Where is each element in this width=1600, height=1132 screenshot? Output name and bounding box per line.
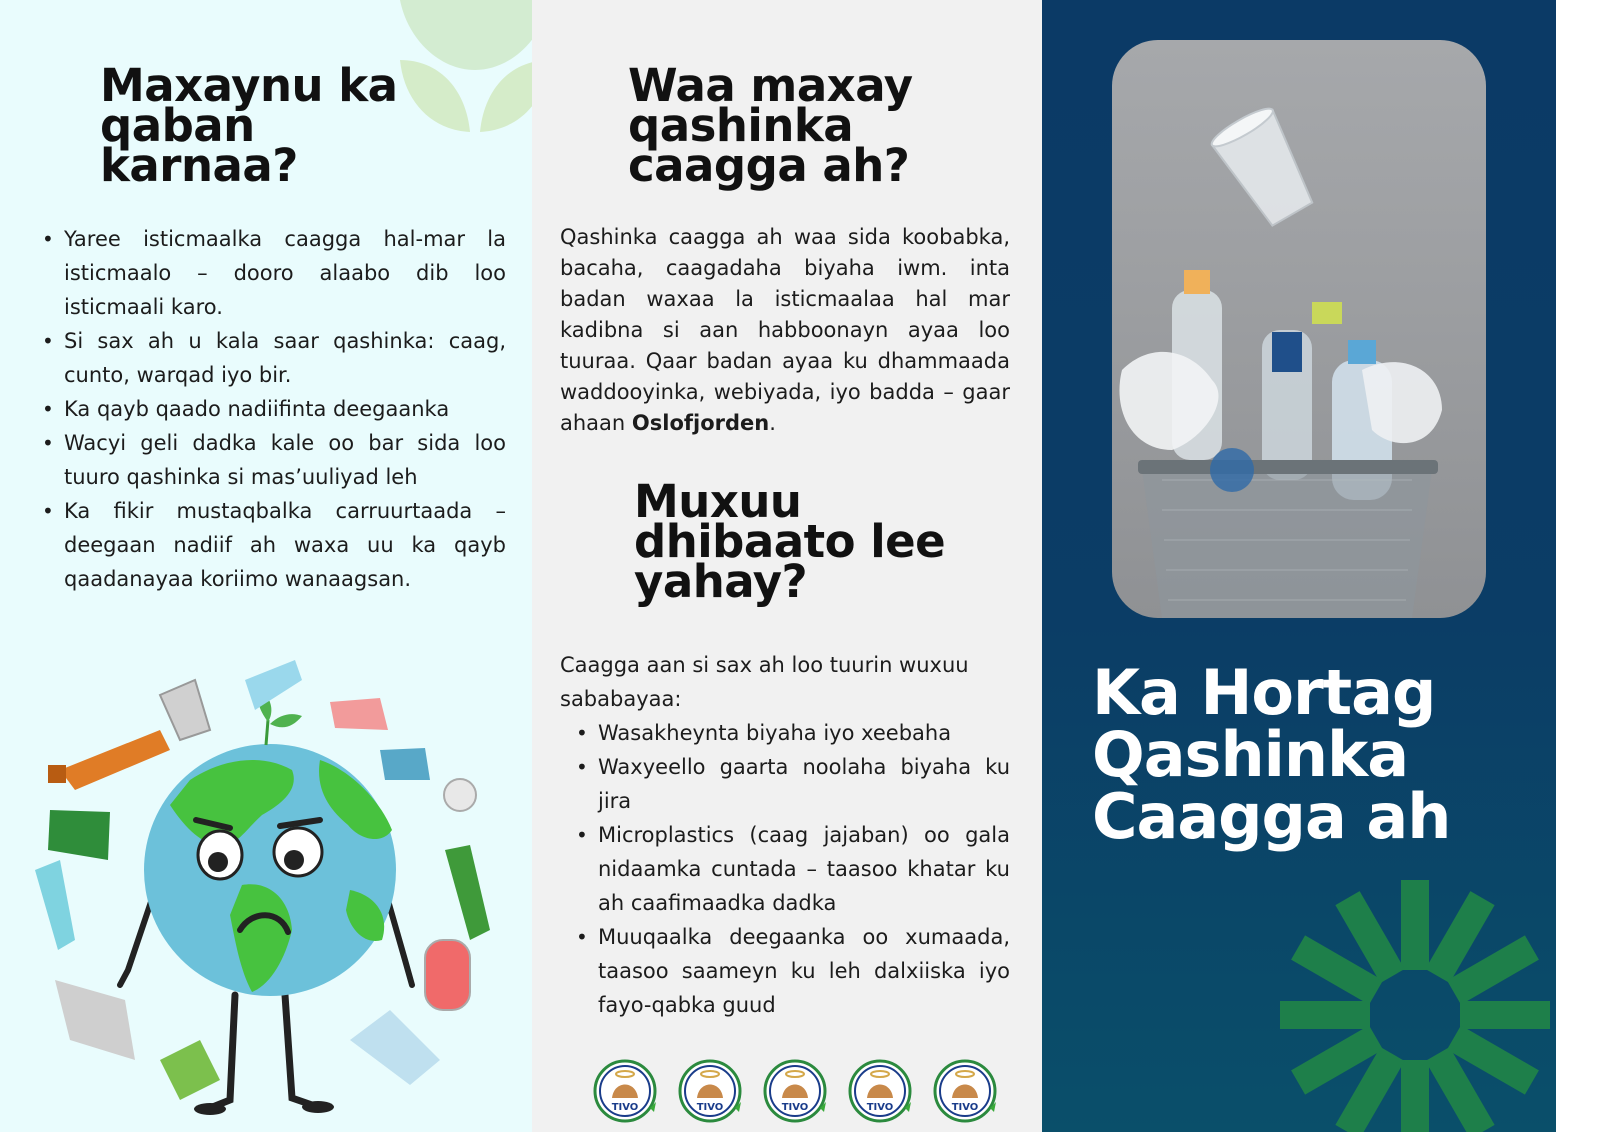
plastic-cup-icon bbox=[1208, 103, 1323, 232]
right-edge-strip bbox=[1556, 0, 1600, 1132]
list-item: • Ka fikir mustaqbalka carruurtaada – deegaan nadiif ah waxa uu ka qayb qaadanayaa koriimo wanaagsan. bbox=[38, 494, 506, 596]
cover-title: Ka Hortag Qashinka Caagga ah bbox=[1092, 656, 1451, 853]
list-item: • Microplastics (caag jajaban) oo gala nidaamka cuntada – taasoo khatar ku ah caafimaadka dadka bbox=[572, 818, 1010, 920]
tivo-logo-icon: TIVO bbox=[675, 1058, 745, 1124]
list-item: • Wacyi geli dadka kale oo bar sida loo tuuro qashinka si mas’uuliyad leh bbox=[38, 426, 506, 494]
tivo-logo-icon: TIVO bbox=[845, 1058, 915, 1124]
plastic-definition-paragraph: Qashinka caagga ah waa sida koobabka, bacaha, caagadaha biyaha iwm. inta badan waxaa la isticmaalaa hal mar kadibna si aan habboonayn ayaa loo tuuraa. Qaar badan ayaa ku dhammaada waddooyinka, webiyada, iyo badda – gaar ahaan Oslofjorden. bbox=[560, 225, 1010, 435]
tivo-logo-icon: TIVO bbox=[760, 1058, 830, 1124]
middle-panel bbox=[532, 0, 1042, 1132]
action-list bbox=[38, 222, 506, 596]
earth-leg-right bbox=[285, 995, 315, 1106]
list-item: • Waxyeello gaarta noolaha biyaha ku jira bbox=[572, 750, 1010, 818]
green-burst-icon bbox=[1280, 880, 1550, 1132]
trash-bin-photo bbox=[1112, 40, 1486, 618]
tivo-logo-icon: TIVO bbox=[590, 1058, 660, 1124]
tivo-logo-icon: TIVO bbox=[930, 1058, 1000, 1124]
left-panel bbox=[0, 0, 532, 1132]
leaf-decoration-icon bbox=[400, 0, 532, 135]
list-item: • Wasakheynta biyaha iyo xeebaha bbox=[572, 716, 1010, 750]
middle-heading-2: Muxuu dhibaato lee yahay? bbox=[634, 475, 946, 608]
sad-earth-illustration bbox=[30, 640, 510, 1130]
middle-heading-1: Waa maxay qashinka caagga ah? bbox=[628, 59, 913, 192]
list-item: • Muuqaalka deegaanka oo xumaada, taasoo saameyn ku leh dalxiiska iyo fayo-qabka guud bbox=[572, 920, 1010, 1022]
earth-leg-left bbox=[210, 995, 235, 1108]
list-item: • Si sax ah u kala saar qashinka: caag, cunto, warqad iyo bir. bbox=[38, 324, 506, 392]
left-heading: Maxaynu ka qaban karnaa? bbox=[100, 59, 398, 192]
list-item: • Yaree isticmaalka caagga hal-mar la isticmaalo – dooro alaabo dib loo isticmaali karo. bbox=[38, 222, 506, 324]
problem-intro: Caagga aan si sax ah loo tuurin wuxuu sababayaa: bbox=[560, 653, 969, 711]
problem-list bbox=[572, 716, 1010, 1022]
logo-row bbox=[590, 1058, 1000, 1124]
list-item: • Ka qayb qaado nadiifinta deegaanka bbox=[38, 392, 506, 426]
oslofjorden-bold: Oslofjorden bbox=[631, 411, 770, 435]
